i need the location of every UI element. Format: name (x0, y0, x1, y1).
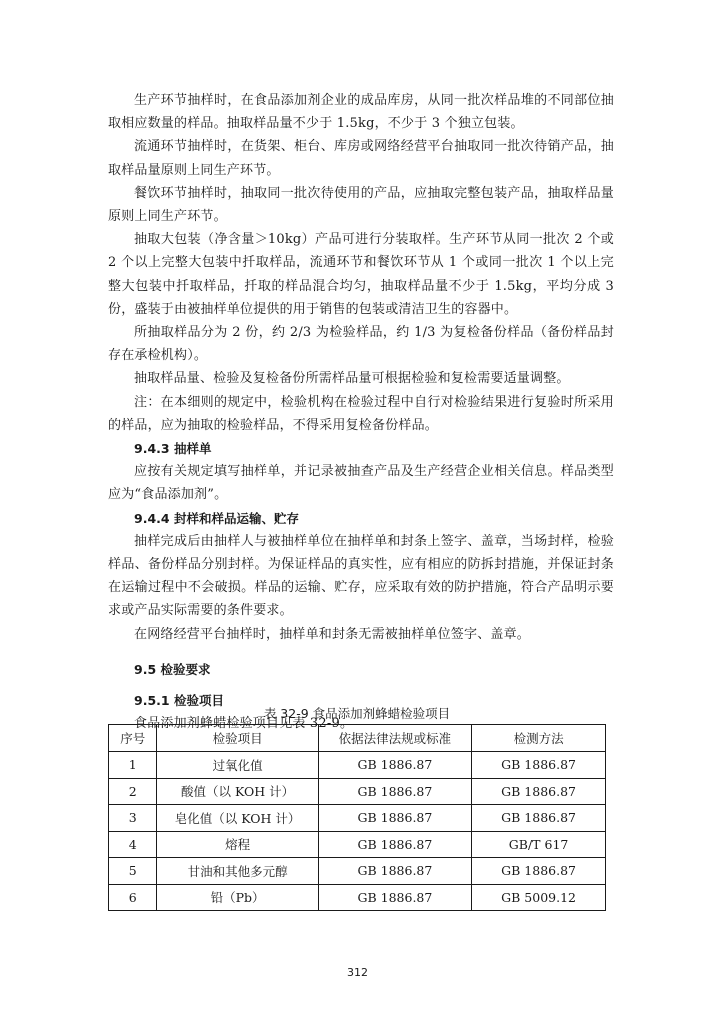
table-row (109, 831, 606, 858)
table-cell: 3 (109, 805, 157, 832)
section-heading-9-4-3: 9.4.3 抽样单 (134, 441, 212, 457)
table-caption: 表 32-9 食品添加剂蜂蜡检验项目 (263, 706, 451, 721)
paragraph: 流通环节抽样时，在货架、柜台、库房或网络经营平台抽取同一批次待销产品，抽取样品量原则上同生产环节。 (108, 139, 614, 178)
table-cell: 5 (109, 858, 157, 885)
table-cell: 甘油和其他多元醇 (157, 858, 318, 885)
table-cell: 4 (109, 831, 157, 858)
paragraph: 抽取样品量、检验及复检备份所需样品量可根据检验和复检需要适量调整。 (134, 371, 570, 387)
page-number: 312 (347, 966, 368, 979)
table-cell: 过氧化值 (157, 752, 318, 779)
table-header-row (109, 725, 606, 752)
column-header: 序号 (109, 725, 157, 752)
column-header: 检测方法 (472, 725, 606, 752)
table-cell: GB 1886.87 (318, 884, 471, 911)
table-cell: GB/T 617 (472, 831, 606, 858)
column-header: 依据法律法规或标准 (318, 725, 471, 752)
table-cell: GB 1886.87 (318, 778, 471, 805)
table-cell: 熔程 (157, 831, 318, 858)
table-cell: GB 1886.87 (472, 752, 606, 779)
inspection-items-table (108, 724, 606, 911)
table-row (109, 752, 606, 779)
table-row (109, 858, 606, 885)
section-heading-9-4-4: 9.4.4 封样和样品运输、贮存 (134, 510, 299, 526)
paragraph: 抽取大包装（净含量＞10kg）产品可进行分装取样。生产环节从同一批次 2 个或 2 个以上完整大包装中扦取样品，流通环节和餐饮环节从 1 个或同一批次 1 个以上完整大包装中扦取样品，扦取的样品混合均匀，抽取样品量不少于 1.5kg，平均分成 3 份，盛装于由被抽样单位提供的用于销售的包装或清洁卫生的容器中。 (108, 232, 614, 317)
table-cell: GB 1886.87 (318, 805, 471, 832)
table-cell: GB 1886.87 (472, 778, 606, 805)
table-cell: GB 5009.12 (472, 884, 606, 911)
column-header: 检验项目 (157, 725, 318, 752)
table-cell: 1 (109, 752, 157, 779)
table-cell: GB 1886.87 (472, 805, 606, 832)
paragraph: 所抽取样品分为 2 份，约 2/3 为检验样品，约 1/3 为复检备份样品（备份样品封存在承检机构）。 (108, 325, 614, 364)
body-text (108, 89, 614, 735)
table-cell: GB 1886.87 (318, 858, 471, 885)
paragraph: 在网络经营平台抽样时，抽样单和封条无需被抽样单位签字、盖章。 (134, 626, 531, 642)
section-heading-9-5: 9.5 检验要求 (134, 661, 211, 677)
note-paragraph: 注：在本细则的规定中，检验机构在检验过程中自行对检验结果进行复验时所采用的样品，应为抽取的检验样品，不得采用复检备份样品。 (108, 394, 614, 433)
table-row (109, 805, 606, 832)
paragraph: 应按有关规定填写抽样单，并记录被抽查产品及生产经营企业相关信息。样品类型应为“食品添加剂”。 (108, 464, 614, 503)
paragraph: 生产环节抽样时，在食品添加剂企业的成品库房，从同一批次样品堆的不同部位抽取相应数量的样品。抽取样品量不少于 1.5kg，不少于 3 个独立包装。 (108, 93, 614, 132)
table-cell: 铅（Pb） (157, 884, 318, 911)
table-cell: GB 1886.87 (318, 752, 471, 779)
section-heading-9-5-1: 9.5.1 检验项目 (134, 693, 224, 709)
paragraph: 餐饮环节抽样时，抽取同一批次待使用的产品，应抽取完整包装产品，抽取样品量原则上同生产环节。 (108, 185, 614, 225)
table-row (109, 778, 606, 805)
table-cell: 酸值（以 KOH 计） (157, 778, 318, 805)
table-cell: GB 1886.87 (318, 831, 471, 858)
table-row (109, 884, 606, 911)
paragraph: 食品添加剂蜂蜡检验项目见表 32-9。 (134, 716, 354, 732)
table-cell: GB 1886.87 (472, 858, 606, 885)
table-cell: 皂化值（以 KOH 计） (157, 805, 318, 832)
table-cell: 2 (109, 778, 157, 805)
paragraph: 抽样完成后由抽样人与被抽样单位在抽样单和封条上签字、盖章，当场封样，检验样品、备份样品分别封样。为保证样品的真实性，应有相应的防拆封措施，并保证封条在运输过程中不会破损。样品的运输、贮存，应采取有效的防护措施，符合产品明示要求或产品实际需要的条件要求。 (108, 533, 614, 619)
table-cell: 6 (109, 884, 157, 911)
